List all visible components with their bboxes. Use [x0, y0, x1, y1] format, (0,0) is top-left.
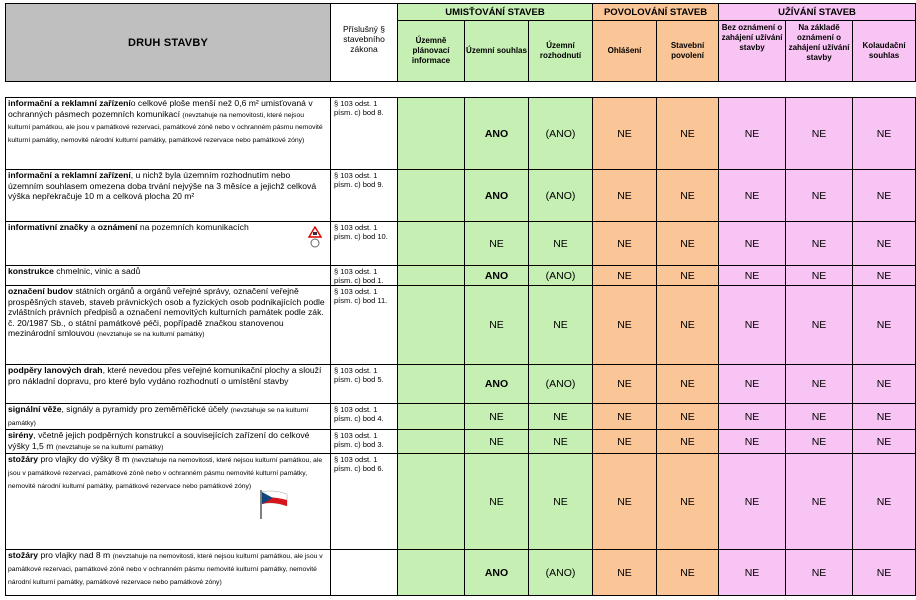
umistovani-group-header: UMISŤOVÁNÍ STAVEB — [398, 4, 593, 21]
row-description — [6, 365, 331, 404]
col-na-zaklade-oznameni: Na základě oznámení o zahájení užívání stavby — [786, 21, 853, 82]
cell-uzemne-planovaci-informace — [398, 222, 465, 266]
cell-na-zaklade-oznameni: NE — [786, 286, 853, 365]
row-description — [6, 170, 331, 222]
cell-kolaudacni-souhlas: NE — [853, 98, 916, 170]
cell-uzemne-planovaci-informace — [398, 286, 465, 365]
cell-uzemni-rozhodnuti: NE — [529, 404, 593, 430]
cell-uzemne-planovaci-informace — [398, 430, 465, 454]
cell-ohlaseni: NE — [593, 286, 657, 365]
col-uzemni-souhlas: Územní souhlas — [465, 21, 529, 82]
row-law-paragraph — [331, 550, 398, 596]
cell-kolaudacni-souhlas: NE — [853, 365, 916, 404]
cell-stavebni-povoleni: NE — [657, 550, 719, 596]
cell-kolaudacni-souhlas: NE — [853, 454, 916, 550]
cell-uzemni-souhlas: ANO — [465, 266, 529, 286]
table-row — [6, 170, 916, 222]
cell-uzemne-planovaci-informace — [398, 266, 465, 286]
cell-uzemni-souhlas: NE — [465, 430, 529, 454]
row-note: (nevztahuje se na kulturní památky) — [8, 407, 309, 427]
row-text: , u nichž byla územním rozhodnutím nebo územním souhlasem omezena doba trvání nejvýše na 3 měsíce a jejichž celková výška nepřekračuje 10 m a celková plocha 20 m² — [8, 170, 317, 202]
row-description — [6, 550, 331, 596]
cell-na-zaklade-oznameni: NE — [786, 550, 853, 596]
header-table — [5, 3, 916, 82]
cell-kolaudacni-souhlas: NE — [853, 550, 916, 596]
cell-uzemni-souhlas: ANO — [465, 365, 529, 404]
row-title-2: oznámení — [97, 222, 138, 232]
row-note: (nevztahuje na nemovitosti, které nejsou kulturní památkou, ale jsou v památkové rezervaci, památkové zóně nebo v ochranném pásmu nemovité kulturní památky, nemovité národní kulturní památky, památkové rezervace nebo památkové zóny) — [8, 111, 323, 144]
cell-uzemni-rozhodnuti: NE — [529, 430, 593, 454]
row-title: informační a reklamní zařízení — [8, 170, 131, 180]
row-law-paragraph: § 103 odst. 1 písm. c) bod 5. — [331, 365, 398, 404]
col-kolaudacni-souhlas: Kolaudační souhlas — [853, 21, 916, 82]
cell-kolaudacni-souhlas: NE — [853, 266, 916, 286]
czech-flag-icon — [258, 488, 290, 520]
cell-stavebni-povoleni: NE — [657, 266, 719, 286]
cell-stavebni-povoleni: NE — [657, 286, 719, 365]
row-law-paragraph: § 103 odst. 1 písm. c) bod 9. — [331, 170, 398, 222]
row-text: o celkové ploše menší než 0,6 m² umisťovaná v ochranných pásmech pozemních komunikací — [8, 98, 313, 119]
body-table — [5, 97, 916, 596]
cell-uzemni-souhlas: NE — [465, 286, 529, 365]
row-title: sirény — [8, 430, 34, 441]
row-note: (nevztahuje se na kulturní památky) — [55, 443, 164, 451]
row-law-paragraph: § 103 odst. 1 písm. c) bod 3. — [331, 430, 398, 454]
cell-uzemni-souhlas: ANO — [465, 170, 529, 222]
cell-na-zaklade-oznameni: NE — [786, 222, 853, 266]
cell-bez-oznameni: NE — [719, 222, 786, 266]
cell-bez-oznameni: NE — [719, 365, 786, 404]
cell-bez-oznameni: NE — [719, 266, 786, 286]
cell-ohlaseni: NE — [593, 550, 657, 596]
row-description — [6, 286, 331, 365]
road-sign-icon — [308, 226, 322, 248]
cell-stavebni-povoleni: NE — [657, 170, 719, 222]
cell-ohlaseni: NE — [593, 430, 657, 454]
cell-na-zaklade-oznameni: NE — [786, 454, 853, 550]
cell-na-zaklade-oznameni: NE — [786, 170, 853, 222]
row-text: , signály a pyramidy pro zeměměřické účely — [61, 404, 229, 414]
cell-na-zaklade-oznameni: NE — [786, 365, 853, 404]
cell-ohlaseni: NE — [593, 266, 657, 286]
row-text: , včetně jejich podpěrných konstrukcí a souvisejících zařízení do celkové výšky 1,5 m — [8, 430, 310, 451]
row-joiner: a — [88, 222, 98, 232]
uzivani-group-header: UŽÍVÁNÍ STAVEB — [719, 4, 916, 21]
row-law-paragraph: § 103 odst. 1 písm. c) bod 11. — [331, 286, 398, 365]
cell-bez-oznameni: NE — [719, 454, 786, 550]
cell-stavebni-povoleni: NE — [657, 430, 719, 454]
cell-uzemni-rozhodnuti: (ANO) — [529, 98, 593, 170]
row-title: stožáry — [8, 550, 39, 561]
table-row — [6, 222, 916, 266]
cell-uzemni-souhlas: ANO — [465, 98, 529, 170]
table-row — [6, 404, 916, 430]
cell-ohlaseni: NE — [593, 365, 657, 404]
col-uzemni-rozhodnuti: Územní rozhodnutí — [529, 21, 593, 82]
cell-kolaudacni-souhlas: NE — [853, 430, 916, 454]
table-row — [6, 430, 916, 454]
row-description — [6, 266, 331, 286]
cell-ohlaseni: NE — [593, 404, 657, 430]
cell-na-zaklade-oznameni: NE — [786, 430, 853, 454]
row-title: informativní značky — [8, 222, 89, 232]
cell-uzemne-planovaci-informace — [398, 365, 465, 404]
cell-uzemne-planovaci-informace — [398, 550, 465, 596]
zakon-header: Příslušný § stavebního zákona — [331, 4, 398, 82]
table-row — [6, 98, 916, 170]
cell-stavebni-povoleni: NE — [657, 404, 719, 430]
cell-na-zaklade-oznameni: NE — [786, 404, 853, 430]
cell-ohlaseni: NE — [593, 454, 657, 550]
cell-uzemni-souhlas: ANO — [465, 550, 529, 596]
cell-uzemni-souhlas: NE — [465, 454, 529, 550]
cell-bez-oznameni: NE — [719, 286, 786, 365]
col-bez-oznameni: Bez oznámení o zahájení užívání stavby — [719, 21, 786, 82]
col-ohlaseni: Ohlášení — [593, 21, 657, 82]
cell-uzemni-rozhodnuti: NE — [529, 454, 593, 550]
cell-uzemni-souhlas: NE — [465, 222, 529, 266]
col-uzemne-planovaci-informace: Územně plánovací informace — [398, 21, 465, 82]
table-row — [6, 550, 916, 596]
cell-uzemni-rozhodnuti: (ANO) — [529, 170, 593, 222]
cell-bez-oznameni: NE — [719, 170, 786, 222]
row-text: chmelnic, vinic a sadů — [53, 266, 141, 276]
cell-kolaudacni-souhlas: NE — [853, 286, 916, 365]
row-description — [6, 404, 331, 430]
cell-uzemne-planovaci-informace — [398, 170, 465, 222]
table-row — [6, 454, 916, 550]
cell-uzemni-rozhodnuti: (ANO) — [529, 266, 593, 286]
row-law-paragraph: § 103 odst. 1 písm. c) bod 4. — [331, 404, 398, 430]
row-title: podpěry lanových drah — [8, 365, 103, 375]
row-text: , které nevedou přes veřejné komunikační plochy a slouží pro nákladní dopravu, pro které bylo vydáno rozhodnutí o umístění stavby — [8, 365, 322, 386]
row-text: státních orgánů a orgánů veřejné správy, označení veřejně prospěšných staveb, staveb právnických osob a fyzických osob podnikajících podle zvláštních právních předpisů a označení nemovitých kulturních památek podle zák. č. 20/1987 Sb., o státní památkové péči, popřípadě značkou stanovenou mezinárodní smlouvou — [8, 286, 325, 339]
col-stavebni-povoleni: Stavební povolení — [657, 21, 719, 82]
table-row — [6, 286, 916, 365]
row-text: pro vlajky nad 8 m — [38, 550, 111, 561]
cell-bez-oznameni: NE — [719, 404, 786, 430]
row-text: pro vlajky do výšky 8 m — [38, 454, 130, 465]
row-description — [6, 98, 331, 170]
druh-stavby-header: DRUH STAVBY — [6, 4, 331, 82]
row-law-paragraph: § 103 odst. 1 písm. c) bod 8. — [331, 98, 398, 170]
cell-uzemni-rozhodnuti: NE — [529, 222, 593, 266]
row-law-paragraph: § 103 odst. 1 písm. c) bod 6. — [331, 454, 398, 550]
row-title: signální věže — [8, 404, 62, 414]
row-description — [6, 222, 331, 266]
cell-ohlaseni: NE — [593, 170, 657, 222]
povolovani-group-header: POVOLOVÁNÍ STAVEB — [593, 4, 719, 21]
row-title: konstrukce — [8, 266, 54, 276]
cell-uzemni-rozhodnuti: (ANO) — [529, 365, 593, 404]
row-note: (nevztahuje na nemovitosti, které nejsou kulturní památkou, ale jsou v památkové rezervaci, památkové zóně nebo v ochranném pásmu nemovité kulturní památky, nemovité národní kulturní památky, památkové rezervace nebo památkové zóny) — [8, 457, 323, 490]
row-note: (nevztahuje se na kulturní památky) — [96, 331, 205, 339]
cell-ohlaseni: NE — [593, 222, 657, 266]
cell-kolaudacni-souhlas: NE — [853, 170, 916, 222]
row-description — [6, 454, 331, 550]
cell-stavebni-povoleni: NE — [657, 222, 719, 266]
row-law-paragraph: § 103 odst. 1 písm. c) bod 1. — [331, 266, 398, 286]
cell-na-zaklade-oznameni: NE — [786, 266, 853, 286]
row-title: informační a reklamní zařízení — [8, 98, 131, 108]
cell-na-zaklade-oznameni: NE — [786, 98, 853, 170]
cell-bez-oznameni: NE — [719, 550, 786, 596]
row-law-paragraph: § 103 odst. 1 písm. c) bod 10. — [331, 222, 398, 266]
cell-uzemne-planovaci-informace — [398, 98, 465, 170]
cell-stavebni-povoleni: NE — [657, 365, 719, 404]
cell-kolaudacni-souhlas: NE — [853, 404, 916, 430]
cell-uzemni-rozhodnuti: NE — [529, 286, 593, 365]
cell-ohlaseni: NE — [593, 98, 657, 170]
row-text: na pozemních komunikacích — [137, 222, 249, 232]
cell-uzemne-planovaci-informace — [398, 454, 465, 550]
row-title: označení budov — [8, 286, 73, 296]
cell-stavebni-povoleni: NE — [657, 454, 719, 550]
row-note: (nevztahuje na nemovitosti, které nejsou kulturní památkou, ale jsou v památkové rezervaci, památkové zóně nebo v ochranném pásmu nemovité kulturní památky, nemovité národní kulturní památky, památkové rezervace nebo památkové zóny) — [8, 553, 323, 586]
cell-kolaudacni-souhlas: NE — [853, 222, 916, 266]
cell-stavebni-povoleni: NE — [657, 98, 719, 170]
cell-uzemni-souhlas: NE — [465, 404, 529, 430]
row-title: stožáry — [8, 454, 39, 465]
cell-uzemne-planovaci-informace — [398, 404, 465, 430]
cell-uzemni-rozhodnuti: (ANO) — [529, 550, 593, 596]
cell-bez-oznameni: NE — [719, 98, 786, 170]
table-row — [6, 266, 916, 286]
table-row — [6, 365, 916, 404]
cell-bez-oznameni: NE — [719, 430, 786, 454]
row-description — [6, 430, 331, 454]
